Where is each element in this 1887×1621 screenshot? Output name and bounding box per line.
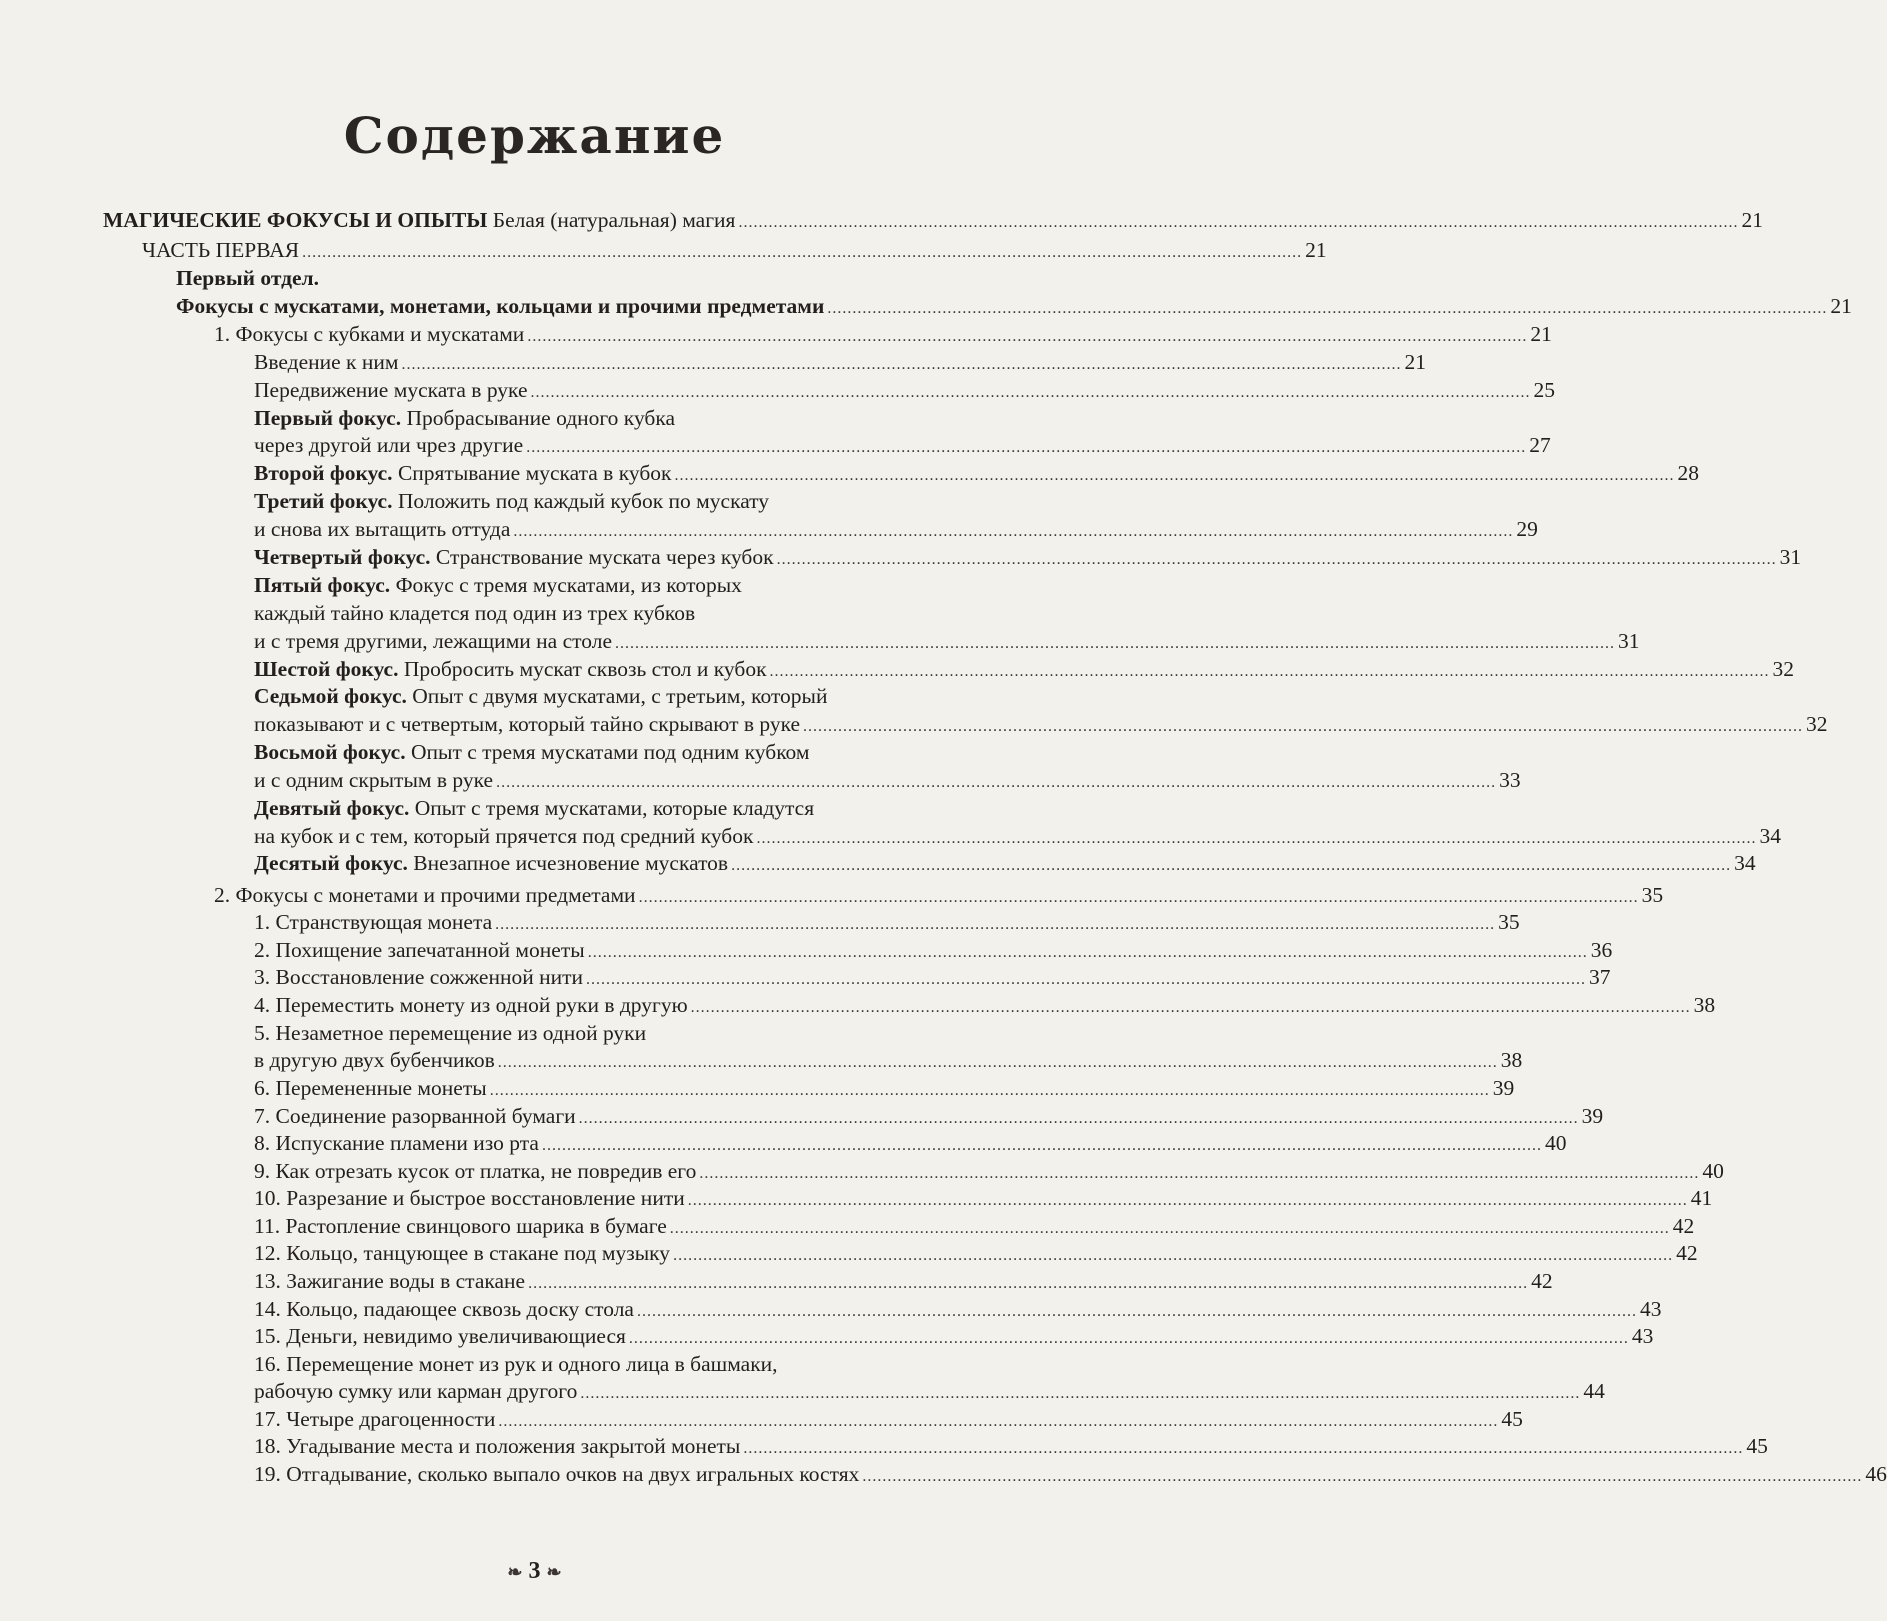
toc-entry-title bbox=[254, 1322, 626, 1350]
toc-entry-bold-label: Четвертый фокус. bbox=[254, 545, 431, 569]
toc-entry-title bbox=[254, 599, 695, 627]
leader-dots: ........................................................................................................................................................................................................ bbox=[669, 1220, 1670, 1237]
toc-entry bbox=[254, 1460, 1887, 1491]
toc-entry-bold-label: Девятый фокус. bbox=[254, 796, 410, 820]
leader-dots: ........................................................................................................................................................................................................ bbox=[496, 774, 1497, 791]
toc-entry-text: Белая (натуральная) магия bbox=[487, 208, 736, 232]
toc-entry-text: Положить под каждый кубок по мускату bbox=[392, 489, 770, 513]
toc-entry bbox=[254, 1239, 1698, 1270]
leader-dots: ........................................................................................................................................................................................................ bbox=[587, 944, 1588, 961]
toc-entry bbox=[142, 236, 1327, 267]
toc-entry-title bbox=[254, 627, 612, 655]
toc-entry-title bbox=[254, 1074, 487, 1102]
toc-entry bbox=[254, 766, 1521, 797]
toc-entry-text: на кубок и с тем, который прячется под средний кубок bbox=[254, 824, 754, 848]
toc-entry-title bbox=[254, 487, 769, 515]
leader-dots: ........................................................................................................................................................................................................ bbox=[498, 1413, 1499, 1430]
leader-dots: ........................................................................................................................................................................................................ bbox=[302, 244, 1303, 261]
ornament-right-icon: ❧ bbox=[546, 1562, 562, 1582]
toc-entry-text: через другой или чрез другие bbox=[254, 433, 524, 457]
toc-entry-page: 42 bbox=[1676, 1241, 1698, 1265]
toc-entry bbox=[254, 710, 1828, 741]
toc-entry-title bbox=[254, 1046, 495, 1074]
toc-entry-page: 42 bbox=[1531, 1269, 1553, 1293]
toc-entry-text: показывают и с четвертым, который тайно скрывают в руке bbox=[254, 712, 801, 736]
toc-entry-text: 11. Растопление свинцового шарика в бумаге bbox=[254, 1214, 667, 1238]
toc-entry-bold-label: МАГИЧЕСКИЕ ФОКУСЫ И ОПЫТЫ bbox=[103, 208, 488, 232]
toc-entry bbox=[254, 571, 942, 599]
leader-dots: ........................................................................................................................................................................................................ bbox=[541, 1137, 1542, 1154]
toc-entry-title bbox=[254, 1019, 646, 1047]
toc-entry-title bbox=[254, 1377, 577, 1405]
toc-entry-page: 46 bbox=[1865, 1462, 1887, 1486]
toc-entry bbox=[254, 682, 942, 710]
toc-entry bbox=[254, 376, 1555, 407]
toc-entry-page: 43 bbox=[1639, 1297, 1662, 1321]
leader-dots: ........................................................................................................................................................................................................ bbox=[638, 889, 1639, 906]
toc-entry-bold-label: Фокусы с мускатами, монетами, кольцами и прочими предметами bbox=[176, 294, 825, 318]
toc-entry-page: 33 bbox=[1499, 768, 1521, 792]
toc-entry bbox=[254, 1322, 1654, 1353]
toc-entry-text: 2. Похищение запечатанной монеты bbox=[254, 938, 585, 962]
toc-entry bbox=[254, 1184, 1713, 1215]
toc-entry-title bbox=[254, 1239, 670, 1267]
toc-entry bbox=[176, 264, 942, 292]
toc-entry-text: Опыт с тремя мускатами под одним кубком bbox=[405, 740, 810, 764]
toc-entry-page: 45 bbox=[1746, 1434, 1768, 1458]
toc-entry-page: 39 bbox=[1492, 1076, 1515, 1100]
toc-entry-title bbox=[254, 963, 583, 991]
toc-entry-bold-label: Седьмой фокус. bbox=[254, 684, 407, 708]
toc-entry bbox=[254, 543, 1802, 574]
toc-entry-page: 32 bbox=[1806, 712, 1828, 736]
toc-entry-bold-label: Первый отдел. bbox=[176, 266, 319, 290]
toc-entry bbox=[254, 1019, 942, 1047]
toc-entry-text: каждый тайно кладется под один из трех кубков bbox=[254, 601, 696, 625]
toc-entry bbox=[254, 1267, 1553, 1298]
toc-entry-text: 17. Четыре драгоценности bbox=[254, 1407, 496, 1431]
toc-entry-text: 12. Кольцо, танцующее в стакане под музыку bbox=[254, 1241, 671, 1265]
leader-dots: ........................................................................................................................................................................................................ bbox=[673, 1247, 1674, 1264]
toc-entry-page: 38 bbox=[1500, 1048, 1523, 1072]
toc-entry-title bbox=[254, 1267, 525, 1295]
toc-entry-text: Опыт с двумя мускатами, с третьим, который bbox=[406, 684, 828, 708]
leader-dots: ........................................................................................................................................................................................................ bbox=[495, 916, 1496, 933]
toc-entry-text: 7. Соединение разорванной бумаги bbox=[254, 1104, 576, 1128]
toc-entry-title bbox=[254, 348, 398, 376]
toc-entry-title bbox=[254, 1350, 778, 1378]
leader-dots: ........................................................................................................................................................................................................ bbox=[586, 971, 1587, 988]
toc-entry-text: 16. Перемещение монет из рук и одного лица в башмаки, bbox=[254, 1352, 778, 1376]
toc-entry-title bbox=[254, 710, 800, 738]
toc-entry-title bbox=[254, 459, 671, 487]
leader-dots: ........................................................................................................................................................................................................ bbox=[580, 1385, 1581, 1402]
toc-entry-text: 10. Разрезание и быстрое восстановление нити bbox=[254, 1186, 685, 1210]
toc-entry-page: 40 bbox=[1702, 1159, 1724, 1183]
toc-entry bbox=[254, 991, 1716, 1022]
toc-entry bbox=[214, 320, 1552, 351]
toc-entry bbox=[254, 1350, 942, 1378]
toc-entry-title bbox=[254, 1184, 685, 1212]
leader-dots: ........................................................................................................................................................................................................ bbox=[674, 467, 1675, 484]
toc-entry-text: 9. Как отрезать кусок от платка, не повредив его bbox=[254, 1159, 697, 1183]
toc-entry-bold-label: Десятый фокус. bbox=[254, 851, 408, 875]
toc-entry-title bbox=[176, 264, 319, 292]
ornament-left-icon: ❧ bbox=[507, 1562, 523, 1582]
toc-entry-text: и снова их вытащить оттуда bbox=[254, 517, 511, 541]
toc-entry-page: 21 bbox=[1741, 208, 1763, 232]
toc-entry-text: 18. Угадывание места и положения закрытой монеты bbox=[254, 1434, 741, 1458]
toc-entry-page: 44 bbox=[1583, 1379, 1605, 1403]
toc-entry-title bbox=[254, 1460, 859, 1488]
toc-entry-page: 34 bbox=[1759, 824, 1781, 848]
toc-entry bbox=[254, 1046, 1523, 1077]
toc-entry-text: 1. Фокусы с кубками и мускатами bbox=[214, 322, 525, 346]
leader-dots: ........................................................................................................................................................................................................ bbox=[743, 1440, 1744, 1457]
toc-entry-title bbox=[214, 881, 636, 909]
toc-entry-page: 38 bbox=[1693, 993, 1716, 1017]
toc-entry bbox=[254, 348, 1426, 379]
toc-entry-page: 34 bbox=[1734, 851, 1756, 875]
toc-entry-title bbox=[254, 936, 585, 964]
toc-entry bbox=[254, 908, 1520, 939]
toc-entry bbox=[254, 515, 1538, 546]
toc-entry-bold-label: Шестой фокус. bbox=[254, 657, 399, 681]
toc-entry-title bbox=[254, 908, 492, 936]
toc-entry-text: 5. Незаметное перемещение из одной руки bbox=[254, 1021, 647, 1045]
toc-entry-title bbox=[254, 1129, 539, 1157]
toc-entry bbox=[254, 404, 942, 432]
toc-entry-title bbox=[254, 431, 523, 459]
toc-entry-bold-label: Пятый фокус. bbox=[254, 573, 391, 597]
toc-entry bbox=[254, 1129, 1567, 1160]
toc-entry bbox=[254, 1074, 1515, 1105]
toc-entry-text: рабочую сумку или карман другого bbox=[254, 1379, 578, 1403]
leader-dots: ........................................................................................................................................................................................................ bbox=[530, 384, 1531, 401]
toc-entry bbox=[176, 292, 1852, 323]
toc-entry-text: Введение к ним bbox=[254, 350, 399, 374]
toc-entry-page: 31 bbox=[1779, 545, 1802, 569]
leader-dots: ........................................................................................................................................................................................................ bbox=[628, 1330, 1629, 1347]
toc-entry bbox=[254, 459, 1699, 490]
toc-entry-title bbox=[254, 766, 493, 794]
toc-entry-title bbox=[254, 1405, 495, 1433]
toc-entry-page: 37 bbox=[1589, 965, 1611, 989]
toc-entry-text: в другую двух бубенчиков bbox=[254, 1048, 495, 1072]
toc-entry-text: 3. Восстановление сожженной нити bbox=[254, 965, 584, 989]
toc-entry-page: 43 bbox=[1631, 1324, 1654, 1348]
leader-dots: ........................................................................................................................................................................................................ bbox=[803, 718, 1804, 735]
toc-entry-page: 42 bbox=[1672, 1214, 1695, 1238]
toc-entry-title bbox=[254, 822, 753, 850]
toc-entry-text: Внезапное исчезновение мускатов bbox=[407, 851, 729, 875]
toc-entry-text: Опыт с тремя мускатами, которые кладутся bbox=[409, 796, 815, 820]
toc-entry-page: 41 bbox=[1690, 1186, 1713, 1210]
leader-dots: ........................................................................................................................................................................................................ bbox=[636, 1303, 1637, 1320]
toc-entry-title bbox=[176, 292, 824, 320]
toc-entry-text: Спрятывание муската в кубок bbox=[392, 461, 672, 485]
toc-entry-page: 32 bbox=[1772, 657, 1795, 681]
leader-dots: ........................................................................................................................................................................................................ bbox=[690, 999, 1691, 1016]
toc-entry-page: 31 bbox=[1618, 629, 1640, 653]
leader-dots: ........................................................................................................................................................................................................ bbox=[489, 1082, 1490, 1099]
toc-entry bbox=[254, 487, 942, 515]
toc-entry-text: Фокус с тремя мускатами, из которых bbox=[390, 573, 742, 597]
leader-dots: ........................................................................................................................................................................................................ bbox=[769, 663, 1770, 680]
toc-entry bbox=[254, 599, 942, 627]
toc-entry-bold-label: Первый фокус. bbox=[254, 406, 402, 430]
toc-entry-text: и с тремя другими, лежащими на столе bbox=[254, 629, 612, 653]
toc-entry-title bbox=[254, 1157, 696, 1185]
toc-entry-page: 28 bbox=[1677, 461, 1699, 485]
toc-entry-title bbox=[254, 1432, 740, 1460]
leader-dots: ........................................................................................................................................................................................................ bbox=[756, 830, 1757, 847]
toc-entry bbox=[254, 1432, 1768, 1463]
toc-entry-page: 35 bbox=[1498, 910, 1520, 934]
toc-entry-page: 29 bbox=[1516, 517, 1538, 541]
toc-entry-page: 25 bbox=[1533, 378, 1555, 402]
leader-dots: ........................................................................................................................................................................................................ bbox=[862, 1468, 1863, 1485]
page-number-footer bbox=[0, 1558, 1069, 1585]
toc-entry bbox=[254, 627, 1640, 658]
toc-entry-page: 35 bbox=[1641, 883, 1664, 907]
toc-entry-text: ЧАСТЬ ПЕРВАЯ bbox=[142, 238, 300, 262]
toc-entry-title bbox=[254, 682, 828, 710]
toc-entry-text: 8. Испускание пламени изо рта bbox=[254, 1131, 539, 1155]
toc-entry-title bbox=[254, 1102, 576, 1130]
leader-dots: ........................................................................................................................................................................................................ bbox=[528, 1275, 1529, 1292]
toc-entry-text: 2. Фокусы с монетами и прочими предметами bbox=[214, 883, 636, 907]
toc-entry-text: 19. Отгадывание, сколько выпало очков на двух игральных костях bbox=[254, 1462, 860, 1486]
toc-entry-title bbox=[254, 1212, 667, 1240]
toc-entry-title bbox=[254, 1295, 634, 1323]
toc-entry-text: Пробросить мускат сквозь стол и кубок bbox=[398, 657, 767, 681]
toc-entry-title bbox=[254, 738, 810, 766]
leader-dots: ........................................................................................................................................................................................................ bbox=[527, 328, 1528, 345]
leader-dots: ........................................................................................................................................................................................................ bbox=[615, 635, 1615, 652]
toc-entry-page: 45 bbox=[1501, 1407, 1523, 1431]
toc-entry bbox=[254, 794, 942, 822]
toc-entry-text: 6. Перемененные монеты bbox=[254, 1076, 487, 1100]
leader-dots: ........................................................................................................................................................................................................ bbox=[578, 1110, 1579, 1127]
toc-entry-text: и с одним скрытым в руке bbox=[254, 768, 494, 792]
toc-entry bbox=[254, 963, 1611, 994]
toc-entry-title bbox=[254, 991, 688, 1019]
toc-entry-bold-label: Третий фокус. bbox=[254, 489, 393, 513]
toc-entry-title bbox=[254, 571, 742, 599]
page-number: 3 bbox=[528, 1558, 541, 1584]
leader-dots: ........................................................................................................................................................................................................ bbox=[738, 214, 1739, 231]
toc-entry-title bbox=[254, 404, 675, 432]
toc-entry-page: 21 bbox=[1530, 322, 1552, 346]
toc-entry bbox=[254, 431, 1551, 462]
toc-entry-page: 21 bbox=[1404, 350, 1426, 374]
toc-entry-text: Пробрасывание одного кубка bbox=[401, 406, 676, 430]
toc-entry-text: 4. Переместить монету из одной руки в другую bbox=[254, 993, 688, 1017]
toc-entry-title bbox=[254, 515, 510, 543]
toc-entry-text: Странствование муската через кубок bbox=[430, 545, 774, 569]
leader-dots: ........................................................................................................................................................................................................ bbox=[526, 439, 1527, 456]
leader-dots: ........................................................................................................................................................................................................ bbox=[776, 551, 1777, 568]
toc-entry bbox=[254, 849, 1756, 880]
leader-dots: ........................................................................................................................................................................................................ bbox=[513, 523, 1514, 540]
toc-entry-title bbox=[254, 376, 528, 404]
leader-dots: ........................................................................................................................................................................................................ bbox=[687, 1192, 1688, 1209]
toc-entry bbox=[254, 1377, 1605, 1408]
toc-entry-title bbox=[214, 320, 524, 348]
toc-entry-title bbox=[254, 794, 814, 822]
toc-entry-page: 39 bbox=[1581, 1104, 1604, 1128]
toc-entry-page: 21 bbox=[1305, 238, 1327, 262]
toc-entry-text: 15. Деньги, невидимо увеличивающиеся bbox=[254, 1324, 626, 1348]
toc-entry-title bbox=[254, 543, 774, 571]
leader-dots: ........................................................................................................................................................................................................ bbox=[827, 300, 1828, 317]
toc-entry-title bbox=[103, 206, 735, 234]
leader-dots: ........................................................................................................................................................................................................ bbox=[401, 356, 1402, 373]
toc-entry bbox=[103, 206, 1763, 237]
toc-entry-bold-label: Второй фокус. bbox=[254, 461, 393, 485]
toc-entry-title bbox=[142, 236, 299, 264]
toc-entry-text: 14. Кольцо, падающее сквозь доску стола bbox=[254, 1297, 634, 1321]
toc-entry bbox=[254, 738, 942, 766]
leader-dots: ........................................................................................................................................................................................................ bbox=[731, 857, 1732, 874]
toc-entry-text: 1. Странствующая монета bbox=[254, 910, 493, 934]
toc-entry-page: 40 bbox=[1544, 1131, 1567, 1155]
leader-dots: ........................................................................................................................................................................................................ bbox=[699, 1165, 1700, 1182]
leader-dots: ........................................................................................................................................................................................................ bbox=[497, 1054, 1498, 1071]
page-title: Содержание bbox=[343, 106, 726, 165]
toc-entry-text: Передвижение муската в руке bbox=[254, 378, 528, 402]
toc-entry-title bbox=[254, 655, 767, 683]
toc-entry-page: 36 bbox=[1590, 938, 1613, 962]
toc-entry-text: 13. Зажигание воды в стакане bbox=[254, 1269, 526, 1293]
toc-entry-page: 21 bbox=[1830, 294, 1852, 318]
toc-entry-title bbox=[254, 849, 728, 877]
toc-entry-bold-label: Восьмой фокус. bbox=[254, 740, 406, 764]
toc-entry-page: 27 bbox=[1529, 433, 1551, 457]
